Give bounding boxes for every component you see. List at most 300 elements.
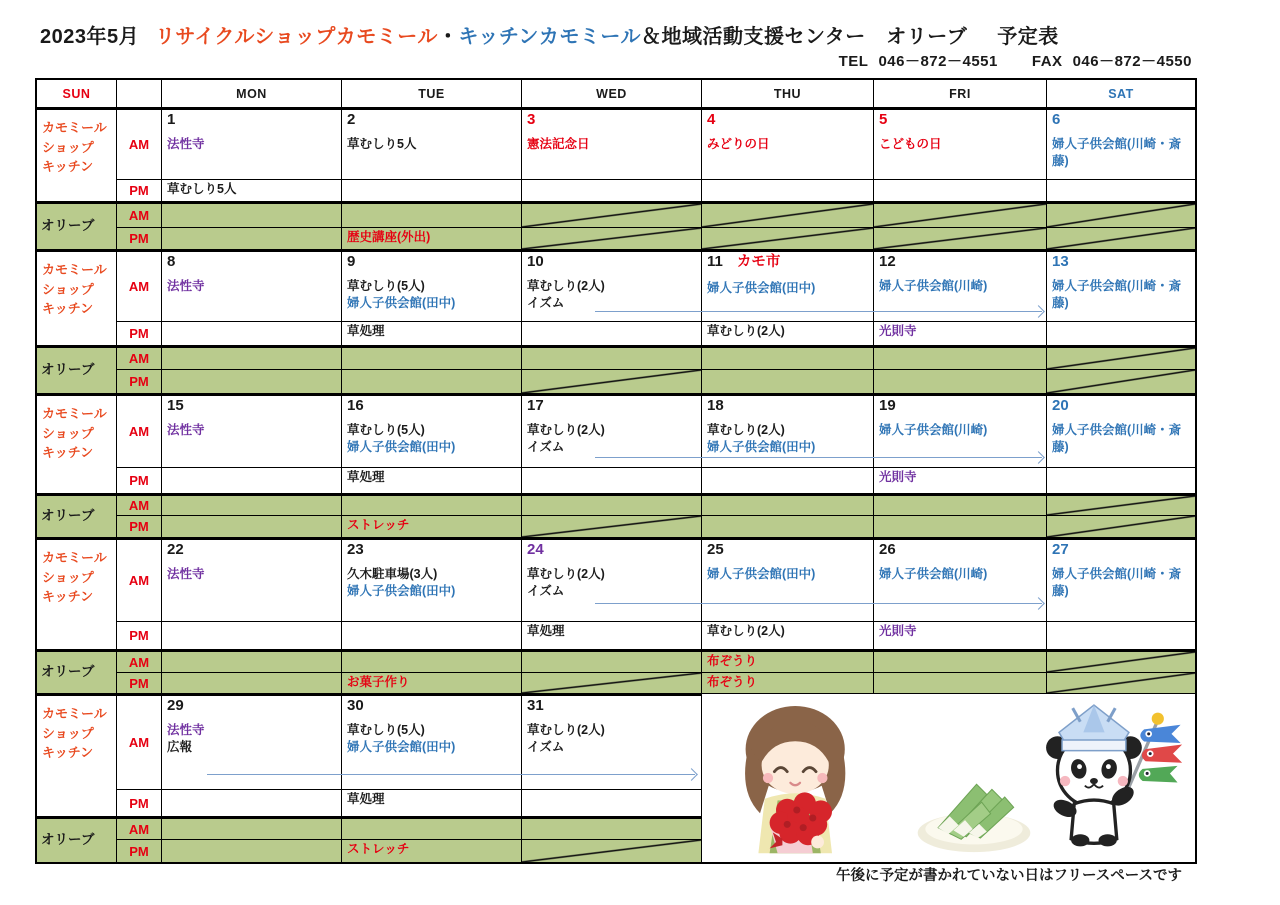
day-number: 18	[707, 397, 724, 414]
period-label-text: AM	[128, 279, 150, 294]
row-label-line: キッチン	[42, 301, 94, 316]
day-number-row	[879, 111, 1043, 129]
row-label-chamomile	[37, 108, 117, 202]
day-number: 19	[879, 397, 896, 414]
schedule-cell	[342, 370, 522, 394]
schedule-cell	[874, 370, 1047, 394]
period-label-text: AM	[128, 137, 150, 152]
schedule-cell	[874, 180, 1047, 202]
period-label-text: AM	[128, 424, 150, 439]
period-label-am	[117, 817, 162, 840]
period-label-am	[117, 108, 162, 180]
schedule-cell	[162, 468, 342, 494]
fax-label: FAX	[1031, 53, 1063, 70]
title-suffix: 予定表	[997, 26, 1059, 48]
day-number-row	[527, 253, 698, 271]
schedule-arrow	[207, 774, 695, 775]
row-label-line: ショップ	[42, 139, 94, 155]
event-text: 草処理	[527, 624, 565, 638]
event-text: 婦人子供会館(田中)	[707, 566, 816, 581]
period-label-pm	[117, 622, 162, 650]
event-text: 婦人子供会館(田中)	[347, 739, 456, 754]
row-label-line: ショップ	[42, 281, 94, 297]
spacer	[707, 273, 870, 280]
schedule-cell	[342, 790, 522, 817]
event-text: 婦人子供会館(田中)	[347, 583, 456, 598]
day-number-row	[527, 697, 698, 715]
schedule-cell	[522, 468, 702, 494]
schedule-cell	[522, 538, 702, 622]
schedule-cell	[874, 673, 1047, 694]
schedule-cell	[162, 370, 342, 394]
event-text: 草むしり(2人)	[527, 566, 605, 581]
event-text: ストレッチ	[347, 842, 410, 856]
title-dot: ・	[437, 26, 459, 48]
schedule-cell	[342, 622, 522, 650]
row-label-line: ショップ	[42, 569, 94, 585]
row-label-line: キッチン	[42, 589, 94, 604]
schedule-cell	[874, 322, 1047, 346]
spacer	[1052, 271, 1192, 278]
schedule-cell	[162, 538, 342, 622]
schedule-cell	[162, 817, 342, 840]
period-label-text: AM	[128, 498, 150, 513]
event-text: 草処理	[347, 470, 385, 484]
schedule-cell	[162, 840, 342, 862]
spacer	[167, 715, 338, 722]
schedule-cell	[342, 494, 522, 516]
event-text: 草処理	[347, 792, 385, 806]
schedule-cell	[1047, 202, 1195, 228]
period-label-text: PM	[129, 374, 149, 389]
schedule-cell	[702, 622, 874, 650]
spacer	[347, 129, 518, 136]
schedule-cell	[874, 108, 1047, 180]
schedule-cell	[702, 108, 874, 180]
day-header-label: SUN	[62, 86, 91, 101]
schedule-cell	[162, 650, 342, 673]
day-number: 29	[167, 697, 184, 714]
title-month: 2023年5月	[40, 26, 140, 48]
day-number-row	[527, 111, 698, 129]
schedule-cell	[1047, 516, 1195, 538]
title-kitchen: キッチンカモミール	[458, 26, 642, 48]
row-label-chamomile	[37, 394, 117, 494]
schedule-cell	[874, 494, 1047, 516]
day-number-row	[347, 541, 518, 559]
schedule-cell	[522, 494, 702, 516]
schedule-cell	[162, 494, 342, 516]
event-text: 草むしり(5人)	[347, 722, 425, 737]
schedule-cell	[162, 673, 342, 694]
day-header-thu	[702, 80, 874, 108]
event-text: イズム	[527, 583, 565, 598]
event-text: 婦人子供会館(川崎・斎藤)	[1052, 422, 1182, 454]
period-label-am	[117, 650, 162, 673]
row-label-line: カモミール	[42, 706, 107, 721]
day-number: 1	[167, 111, 176, 128]
schedule-cell	[522, 516, 702, 538]
spacer	[1052, 415, 1192, 422]
schedule-cell	[702, 538, 874, 622]
period-label-pm	[117, 228, 162, 250]
period-label-am	[117, 538, 162, 622]
schedule-cell	[1047, 394, 1195, 468]
spacer	[879, 271, 1043, 278]
event-text: 法性寺	[167, 566, 205, 581]
day-number: 16	[347, 397, 364, 414]
event-text: 草むしり5人	[347, 136, 417, 151]
period-label-pm	[117, 790, 162, 817]
schedule-cell	[342, 650, 522, 673]
day-header-sat	[1047, 80, 1195, 108]
period-label-am	[117, 394, 162, 468]
day-number: 24	[527, 541, 544, 558]
period-label-pm	[117, 840, 162, 862]
row-label-olive	[37, 346, 117, 394]
day-number: 3	[527, 111, 536, 128]
schedule-cell	[522, 108, 702, 180]
schedule-cell	[342, 516, 522, 538]
title-recycle-shop: リサイクルショップカモミール	[155, 26, 438, 48]
day-number: 15	[167, 397, 184, 414]
schedule-cell	[522, 180, 702, 202]
schedule-table	[35, 78, 1197, 864]
row-label-line: キッチン	[42, 159, 94, 174]
day-number: 17	[527, 397, 544, 414]
page-title	[40, 20, 1059, 49]
day-number: 20	[1052, 397, 1069, 414]
schedule-cell	[522, 650, 702, 673]
day-number: 8	[167, 253, 176, 270]
event-text: 草むしり(2人)	[707, 624, 785, 638]
event-text: 光則寺	[879, 624, 917, 638]
schedule-cell	[1047, 468, 1195, 494]
spacer	[527, 415, 698, 422]
schedule-cell	[1047, 180, 1195, 202]
schedule-cell	[162, 622, 342, 650]
schedule-cell	[162, 322, 342, 346]
day-number: 30	[347, 697, 364, 714]
schedule-cell	[702, 322, 874, 346]
period-label-pm	[117, 180, 162, 202]
schedule-arrow	[595, 311, 1042, 312]
event-text: 法性寺	[167, 422, 205, 437]
period-label-text: PM	[129, 675, 149, 691]
schedule-arrow	[595, 603, 1042, 604]
schedule-cell	[162, 346, 342, 370]
event-text: 草むしり5人	[167, 182, 237, 196]
schedule-cell	[342, 322, 522, 346]
spacer	[879, 559, 1043, 566]
spacer	[527, 129, 698, 136]
row-label-line: ショップ	[42, 425, 94, 441]
day-number: 4	[707, 111, 716, 128]
row-label-olive-text: オリーブ	[41, 508, 95, 524]
period-label-text: PM	[129, 795, 149, 811]
day-number-row	[347, 253, 518, 271]
day-number: 10	[527, 253, 544, 270]
schedule-cell	[162, 250, 342, 322]
schedule-cell	[1047, 250, 1195, 322]
schedule-cell	[522, 622, 702, 650]
row-label-line: ショップ	[42, 725, 94, 741]
schedule-cell	[1047, 622, 1195, 650]
event-text: 草むしり(5人)	[347, 278, 425, 293]
row-label-line: キッチン	[42, 445, 94, 460]
row-label-olive	[37, 494, 117, 538]
day-header-tue	[342, 80, 522, 108]
schedule-cell	[342, 673, 522, 694]
event-text: 婦人子供会館(田中)	[707, 439, 816, 454]
schedule-cell	[874, 202, 1047, 228]
event-text: 婦人子供会館(川崎)	[879, 566, 988, 581]
schedule-cell	[1047, 322, 1195, 346]
period-label-text: PM	[129, 183, 149, 198]
period-label-am	[117, 202, 162, 228]
day-number: 9	[347, 253, 356, 270]
day-number-row	[707, 111, 870, 129]
spacer	[1052, 559, 1192, 566]
event-text: こどもの日	[879, 136, 942, 151]
day-badge: カモ市	[736, 254, 781, 270]
event-text: 婦人子供会館(田中)	[347, 295, 456, 310]
day-number-row	[1052, 253, 1192, 271]
event-text: 婦人子供会館(川崎・斎藤)	[1052, 136, 1182, 168]
schedule-cell	[342, 228, 522, 250]
schedule-cell	[702, 202, 874, 228]
period-label-text: AM	[128, 654, 150, 670]
event-text: 草むしり(2人)	[527, 722, 605, 737]
schedule-cell	[342, 394, 522, 468]
schedule-cell	[342, 250, 522, 322]
row-label-olive-text: オリーブ	[41, 362, 95, 378]
schedule-cell	[522, 673, 702, 694]
event-text: 光則寺	[879, 470, 917, 484]
event-text: 光則寺	[879, 324, 917, 338]
spacer	[347, 271, 518, 278]
event-text: イズム	[527, 739, 565, 754]
day-number-row	[167, 541, 338, 559]
event-text: 婦人子供会館(川崎)	[879, 422, 988, 437]
schedule-cell	[162, 180, 342, 202]
day-header-fri	[874, 80, 1047, 108]
schedule-cell	[874, 650, 1047, 673]
schedule-cell	[702, 468, 874, 494]
event-text: イズム	[527, 295, 565, 310]
schedule-cell	[1047, 370, 1195, 394]
holiday-art-cell	[702, 694, 1195, 862]
day-header-empty	[117, 80, 162, 108]
schedule-cell	[874, 516, 1047, 538]
day-number-row	[707, 397, 870, 415]
row-label-line: キッチン	[42, 745, 94, 760]
event-text: 草むしり(2人)	[707, 324, 785, 338]
period-label-pm	[117, 516, 162, 538]
schedule-cell	[522, 817, 702, 840]
schedule-cell	[1047, 108, 1195, 180]
day-number-row	[347, 397, 518, 415]
event-text: みどりの日	[707, 136, 770, 151]
schedule-cell	[162, 228, 342, 250]
event-text: 法性寺	[167, 722, 205, 737]
schedule-cell	[342, 468, 522, 494]
period-label-text: PM	[129, 326, 149, 341]
day-number-row	[347, 111, 518, 129]
period-label-text: AM	[128, 821, 150, 837]
spacer	[707, 129, 870, 136]
schedule-arrow	[595, 457, 1042, 458]
period-label-text: AM	[128, 208, 150, 223]
day-header-mon	[162, 80, 342, 108]
event-text: 法性寺	[167, 136, 205, 151]
schedule-cell	[874, 622, 1047, 650]
schedule-cell	[342, 694, 522, 790]
period-label-pm	[117, 468, 162, 494]
schedule-cell	[702, 494, 874, 516]
event-text: 草むしり(2人)	[707, 422, 785, 437]
event-text: 婦人子供会館(田中)	[347, 439, 456, 454]
period-label-text: PM	[129, 231, 149, 246]
schedule-cell	[1047, 650, 1195, 673]
period-label-pm	[117, 370, 162, 394]
event-text: 草むしり(2人)	[527, 278, 605, 293]
day-header-label: THU	[773, 86, 802, 101]
spacer	[879, 415, 1043, 422]
schedule-cell	[702, 228, 874, 250]
day-number: 22	[167, 541, 184, 558]
schedule-cell	[342, 108, 522, 180]
period-label-text: AM	[128, 573, 150, 588]
period-label-text: PM	[129, 843, 149, 859]
spacer	[167, 415, 338, 422]
spacer	[167, 271, 338, 278]
day-header-label: SAT	[1108, 86, 1134, 101]
event-text: 歴史講座(外出)	[347, 230, 431, 244]
schedule-cell	[522, 346, 702, 370]
day-number: 23	[347, 541, 364, 558]
schedule-cell	[874, 228, 1047, 250]
schedule-cell	[522, 202, 702, 228]
day-header-label: MON	[236, 86, 267, 101]
day-number: 31	[527, 697, 544, 714]
spacer	[527, 559, 698, 566]
period-label-am	[117, 694, 162, 790]
row-label-line: カモミール	[42, 406, 107, 421]
title-center: ＆地域活動支援センター オリーブ	[641, 26, 968, 48]
row-label-line: カモミール	[42, 120, 107, 135]
row-label-olive-text: オリーブ	[41, 664, 95, 680]
day-number: 5	[879, 111, 888, 128]
spacer	[167, 129, 338, 136]
schedule-cell	[702, 673, 874, 694]
schedule-cell	[522, 322, 702, 346]
day-number: 11	[707, 253, 723, 270]
event-text: ストレッチ	[347, 518, 410, 532]
day-number: 2	[347, 111, 356, 128]
day-header-label: WED	[596, 86, 627, 101]
event-text: 草むしり(2人)	[527, 422, 605, 437]
event-text: 布ぞうり	[707, 654, 758, 668]
spacer	[347, 559, 518, 566]
schedule-cell	[342, 840, 522, 862]
mothers-day-girl-bouquet-illustration	[712, 698, 880, 858]
spacer	[707, 559, 870, 566]
row-label-chamomile	[37, 538, 117, 650]
day-number: 25	[707, 541, 724, 558]
day-number-row	[527, 397, 698, 415]
row-label-olive	[37, 202, 117, 250]
period-label-text: PM	[129, 628, 149, 643]
schedule-cell	[522, 694, 702, 790]
day-number: 27	[1052, 541, 1069, 558]
schedule-cell	[162, 516, 342, 538]
schedule-cell	[342, 202, 522, 228]
spacer	[707, 415, 870, 422]
schedule-cell	[162, 790, 342, 817]
event-text: 布ぞうり	[707, 675, 758, 689]
spacer	[879, 129, 1043, 136]
day-header-wed	[522, 80, 702, 108]
event-text: 草むしり(5人)	[347, 422, 425, 437]
schedule-cell	[1047, 494, 1195, 516]
spacer	[1052, 129, 1192, 136]
day-number-row	[1052, 541, 1192, 559]
row-label-chamomile	[37, 250, 117, 346]
schedule-cell	[522, 790, 702, 817]
schedule-cell	[702, 516, 874, 538]
period-label-text: PM	[129, 473, 149, 488]
day-number-row	[1052, 397, 1192, 415]
day-number: 12	[879, 253, 896, 270]
schedule-cell	[342, 817, 522, 840]
period-label-text: AM	[128, 735, 150, 750]
day-number-row	[167, 397, 338, 415]
event-text: 婦人子供会館(川崎・斎藤)	[1052, 566, 1182, 598]
day-number-row	[167, 253, 338, 271]
period-label-am	[117, 494, 162, 516]
day-number-row	[527, 541, 698, 559]
event-text: 婦人子供会館(川崎)	[879, 278, 988, 293]
row-label-olive	[37, 817, 117, 862]
day-number-row	[707, 541, 870, 559]
day-number-row	[879, 253, 1043, 271]
schedule-cell	[522, 228, 702, 250]
schedule-cell	[162, 694, 342, 790]
spacer	[527, 271, 698, 278]
period-label-pm	[117, 322, 162, 346]
schedule-cell	[1047, 673, 1195, 694]
schedule-cell	[702, 370, 874, 394]
tel-number: 046－872－4551	[878, 53, 998, 70]
row-label-olive-text: オリーブ	[41, 832, 95, 848]
row-label-olive	[37, 650, 117, 694]
period-label-pm	[117, 673, 162, 694]
contact-line	[839, 53, 1192, 70]
event-text: イズム	[527, 439, 565, 454]
row-label-olive-text: オリーブ	[41, 218, 95, 234]
day-header-label: TUE	[418, 86, 445, 101]
panda-kabuto-koinobori-illustration	[1007, 702, 1187, 854]
event-text: 婦人子供会館(田中)	[707, 280, 816, 295]
schedule-cell	[702, 346, 874, 370]
footer-note: 午後に予定が書かれていない日はフリースペースです	[836, 868, 1182, 884]
schedule-cell	[162, 202, 342, 228]
schedule-cell	[1047, 346, 1195, 370]
day-number-row	[879, 397, 1043, 415]
day-number-row	[1052, 111, 1192, 129]
schedule-cell	[874, 468, 1047, 494]
